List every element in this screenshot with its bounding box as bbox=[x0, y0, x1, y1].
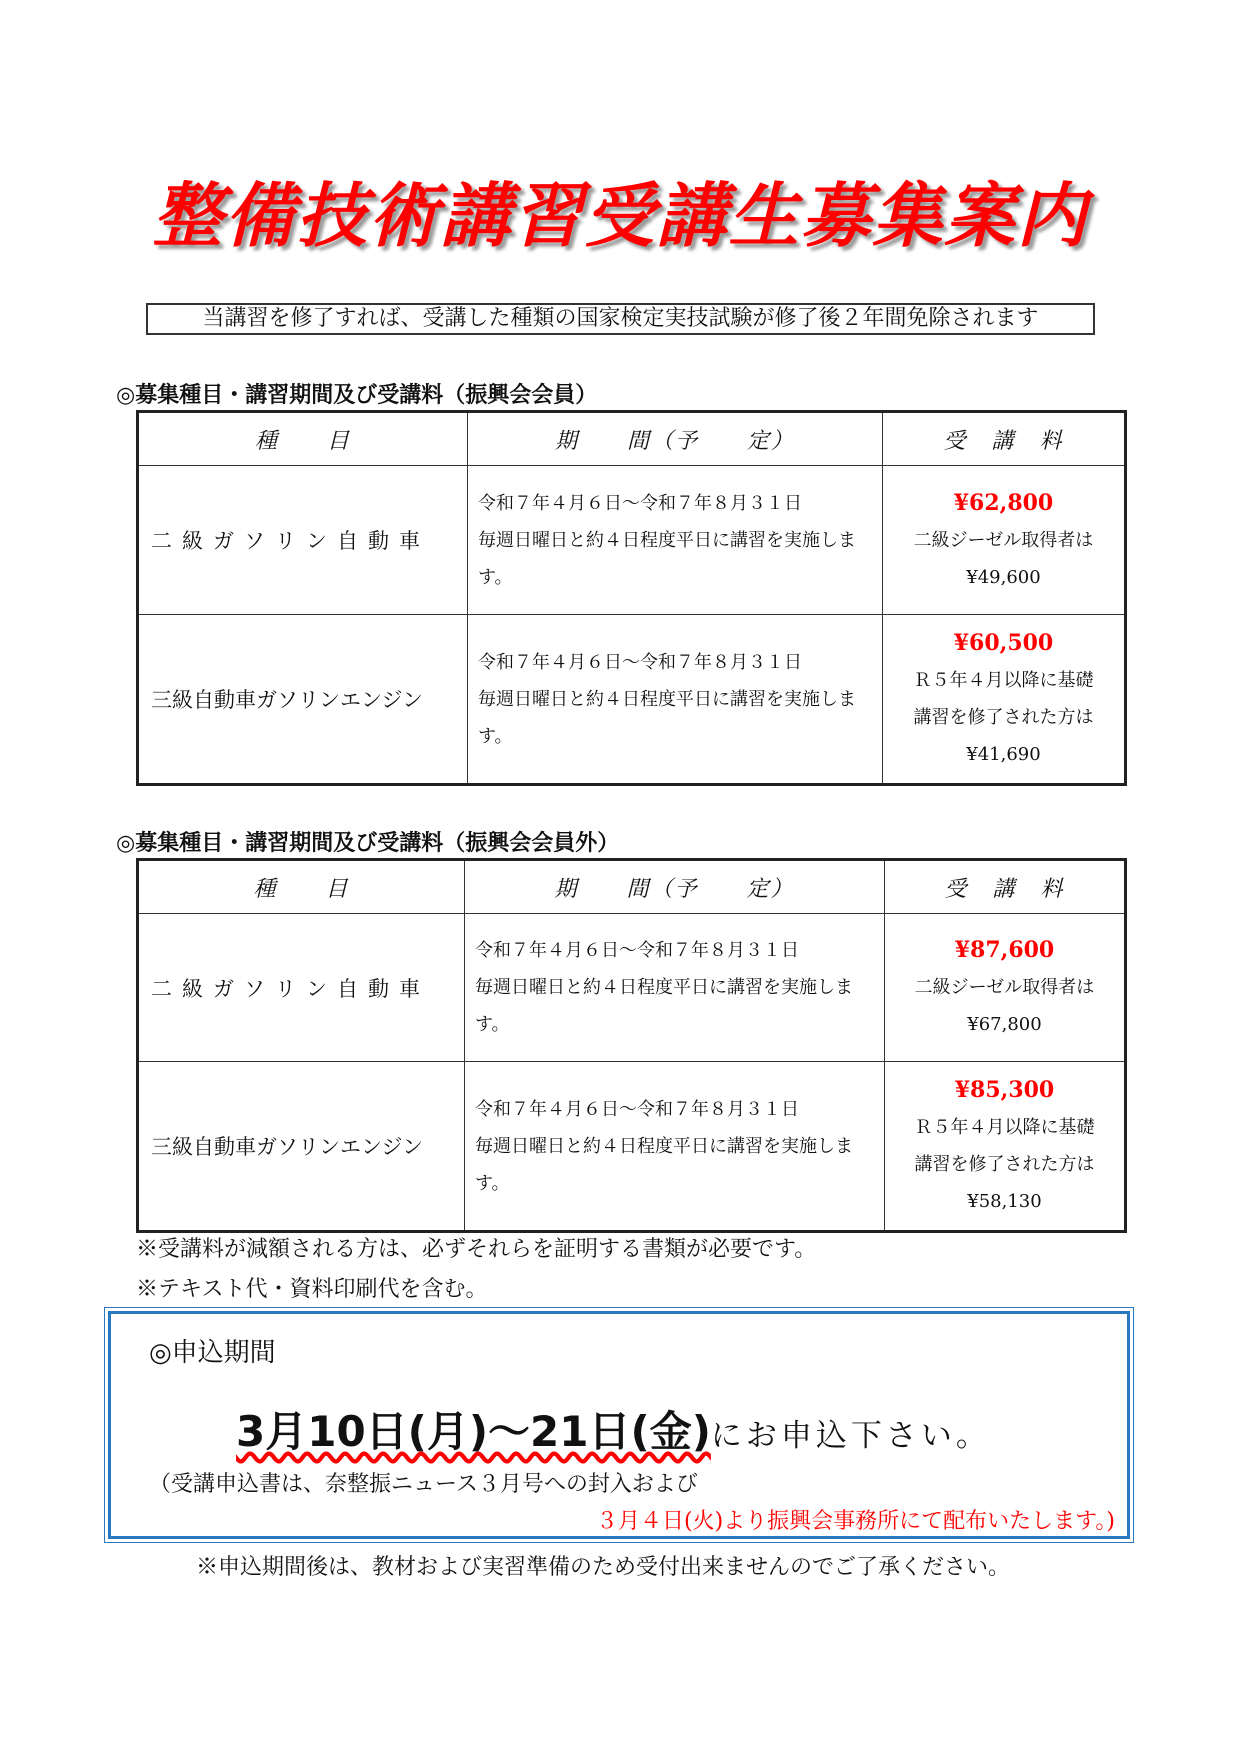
period-line: 毎週日曜日と約４日程度平日に講習を実施します。 bbox=[478, 529, 856, 588]
period-cell bbox=[468, 615, 883, 785]
section-heading-nonmembers: ◎募集種目・講習期間及び受講料（振興会会員外） bbox=[116, 831, 620, 856]
application-dates-line bbox=[236, 1399, 991, 1459]
table-row bbox=[138, 1062, 1126, 1232]
price: ¥85,300 bbox=[954, 1077, 1055, 1103]
application-distribution-line2: ３月４日(火)より振興会事務所にて配布いたします。) bbox=[596, 1509, 1115, 1534]
table-row bbox=[138, 466, 1126, 615]
period-line: 毎週日曜日と約４日程度平日に講習を実施します。 bbox=[478, 688, 856, 747]
header-period: 期 間（予 定） bbox=[468, 412, 883, 466]
note-discount-proof: ※受講料が減額される方は、必ずそれらを証明する書類が必要です。 bbox=[136, 1237, 817, 1262]
fee-line: ¥67,800 bbox=[967, 1014, 1042, 1035]
table-row bbox=[138, 615, 1126, 785]
header-period: 期 間（予 定） bbox=[465, 860, 885, 914]
final-note: ※申込期間後は、教材および実習準備のため受付出来ませんのでご了承ください。 bbox=[196, 1555, 1011, 1580]
category-cell: 三級自動車ガソリンエンジン bbox=[138, 615, 468, 785]
period-line: 令和７年４月６日～令和７年８月３１日 bbox=[478, 651, 802, 673]
fee-cell bbox=[883, 615, 1126, 785]
application-dates-tail: にお申込下さい。 bbox=[710, 1418, 991, 1454]
header-fee: 受 講 料 bbox=[883, 412, 1126, 466]
period-cell bbox=[468, 466, 883, 615]
fee-line: Ｒ５年４月以降に基礎 bbox=[914, 1117, 1095, 1138]
period-line: 毎週日曜日と約４日程度平日に講習を実施します。 bbox=[475, 977, 853, 1035]
price: ¥60,500 bbox=[953, 630, 1054, 656]
table-header-row bbox=[138, 412, 1126, 466]
page-title: 整備技術講習受講生募集案内 bbox=[152, 175, 1089, 257]
category-cell: 二級ガソリン自動車 bbox=[138, 466, 468, 615]
note-text-costs: ※テキスト代・資料印刷代を含む。 bbox=[136, 1277, 488, 1302]
header-fee: 受 講 料 bbox=[885, 860, 1126, 914]
price: ¥62,800 bbox=[953, 489, 1054, 516]
section-heading-members: ◎募集種目・講習期間及び受講料（振興会会員） bbox=[116, 383, 598, 408]
application-period-box bbox=[108, 1311, 1130, 1539]
table-row bbox=[138, 914, 1126, 1062]
header-category: 種 目 bbox=[138, 860, 465, 914]
application-heading: ◎申込期間 bbox=[149, 1338, 276, 1368]
fee-table-members bbox=[136, 410, 1127, 786]
application-distribution-line1: （受講申込書は、奈整振ニュース３月号への封入および bbox=[149, 1472, 698, 1497]
fee-cell bbox=[885, 1062, 1126, 1232]
fee-line: Ｒ５年４月以降に基礎 bbox=[913, 670, 1094, 691]
fee-cell bbox=[883, 466, 1126, 615]
table-header-row bbox=[138, 860, 1126, 914]
period-cell bbox=[465, 914, 885, 1062]
fee-line: 二級ジーゼル取得者は bbox=[914, 977, 1095, 998]
period-cell bbox=[465, 1062, 885, 1232]
period-line: 毎週日曜日と約４日程度平日に講習を実施します。 bbox=[475, 1135, 853, 1194]
fee-line: 講習を修了された方は bbox=[914, 1154, 1095, 1175]
header-category: 種 目 bbox=[138, 412, 468, 466]
fee-line: ¥41,690 bbox=[966, 744, 1041, 765]
application-dates: 3月10日(月)～21日(金) bbox=[236, 1407, 711, 1456]
fee-line: 講習を修了された方は bbox=[913, 707, 1094, 728]
category-cell: 三級自動車ガソリンエンジン bbox=[138, 1062, 465, 1232]
fee-cell bbox=[885, 914, 1126, 1062]
period-line: 令和７年４月６日～令和７年８月３１日 bbox=[475, 1098, 799, 1120]
category-cell: 二級ガソリン自動車 bbox=[138, 914, 465, 1062]
exemption-notice: 当講習を修了すれば、受講した種類の国家検定実技試験が修了後２年間免除されます bbox=[146, 303, 1095, 335]
fee-line: 二級ジーゼル取得者は bbox=[913, 529, 1094, 551]
fee-line: ¥58,130 bbox=[967, 1191, 1042, 1212]
period-line: 令和７年４月６日～令和７年８月３１日 bbox=[475, 940, 799, 961]
fee-line: ¥49,600 bbox=[966, 566, 1041, 588]
price: ¥87,600 bbox=[954, 937, 1055, 963]
fee-table-nonmembers bbox=[136, 858, 1127, 1233]
period-line: 令和７年４月６日～令和７年８月３１日 bbox=[478, 492, 802, 514]
